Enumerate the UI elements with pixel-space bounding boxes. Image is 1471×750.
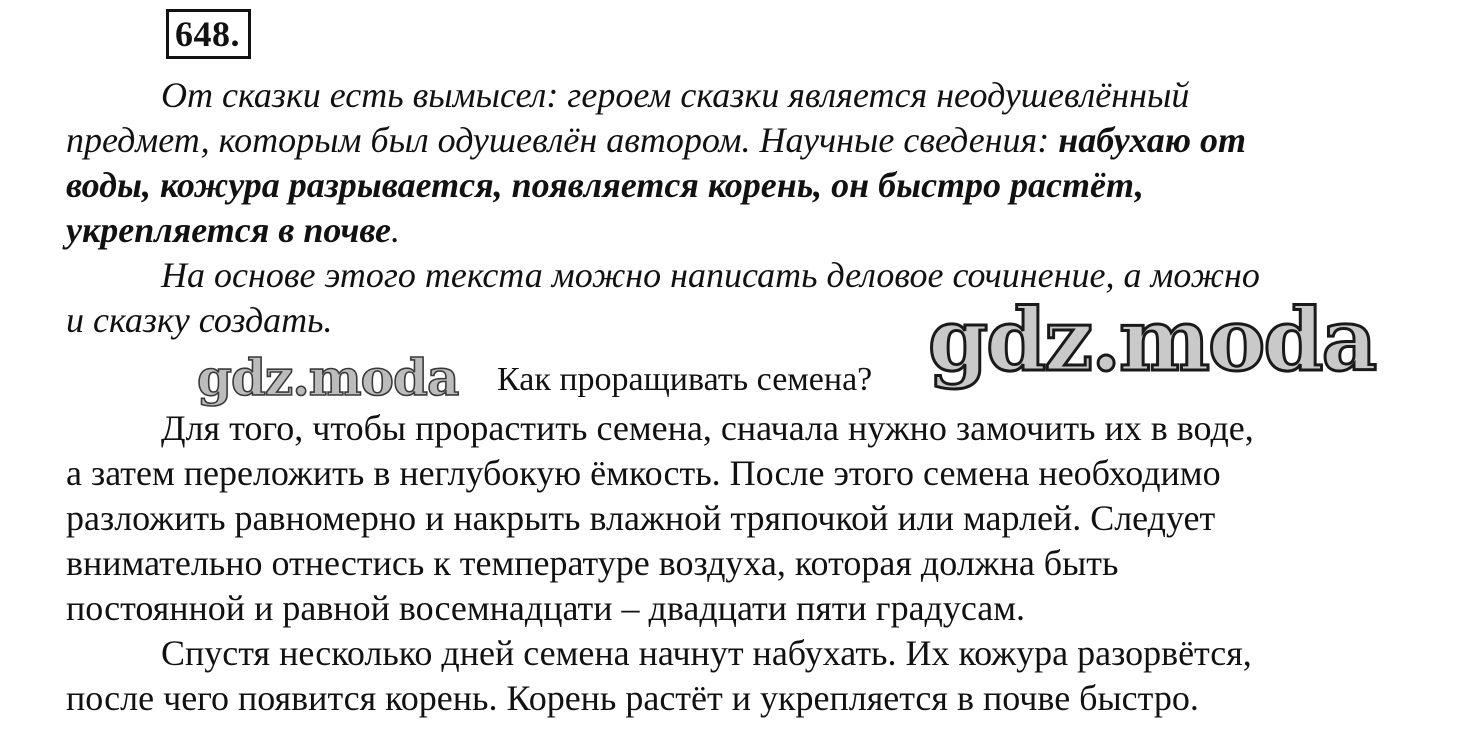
essay-p1-line-4: внимательно отнестись к температуре воздуха, которая должна быть xyxy=(66,543,1119,583)
essay-p2-line-2: после чего появится корень. Корень растёт и укрепляется в почве быстро. xyxy=(66,678,1199,718)
essay-p1-line-3: разложить равномерно и накрыть влажной тряпочкой или марлей. Следует xyxy=(66,498,1216,538)
analysis-line-4 xyxy=(66,208,400,253)
analysis-line-3: воды, кожура разрывается, появляется корень, он быстро растёт, xyxy=(66,165,1144,205)
analysis-line-1: От сказки есть вымысел: героем сказки является неодушевлённый xyxy=(161,75,1190,115)
analysis-line-4-bold: укрепляется в почве xyxy=(66,210,391,250)
watermark-large: gdz.moda xyxy=(928,290,1376,391)
analysis-line-2 xyxy=(66,118,1246,163)
analysis-p2-line-2: и сказку создать. xyxy=(66,300,333,340)
analysis-line-2-plain: предмет, которым был одушевлён автором. Научные сведения: xyxy=(66,120,1059,160)
essay-p1-line-2: а затем переложить в неглубокую ёмкость. После этого семена необходимо xyxy=(66,453,1221,493)
analysis-line-2-bold: набухаю от xyxy=(1058,120,1247,160)
analysis-line-4-plain: . xyxy=(390,210,400,250)
essay-title: Как проращивать семена? xyxy=(497,361,873,398)
analysis-p2-line-1: На основе этого текста можно написать деловое сочинение, а можно xyxy=(161,255,1260,295)
watermark-small: gdz.moda xyxy=(197,348,459,407)
essay-p2-line-1: Спустя несколько дней семена начнут набухать. Их кожура разорвётся, xyxy=(161,633,1252,673)
essay-p1-line-1: Для того, чтобы прорастить семена, сначала нужно замочить их в воде, xyxy=(161,408,1254,448)
essay-p1-line-5: постоянной и равной восемнадцати – двадцати пяти градусам. xyxy=(66,588,1026,628)
exercise-number: 648. xyxy=(166,9,251,59)
